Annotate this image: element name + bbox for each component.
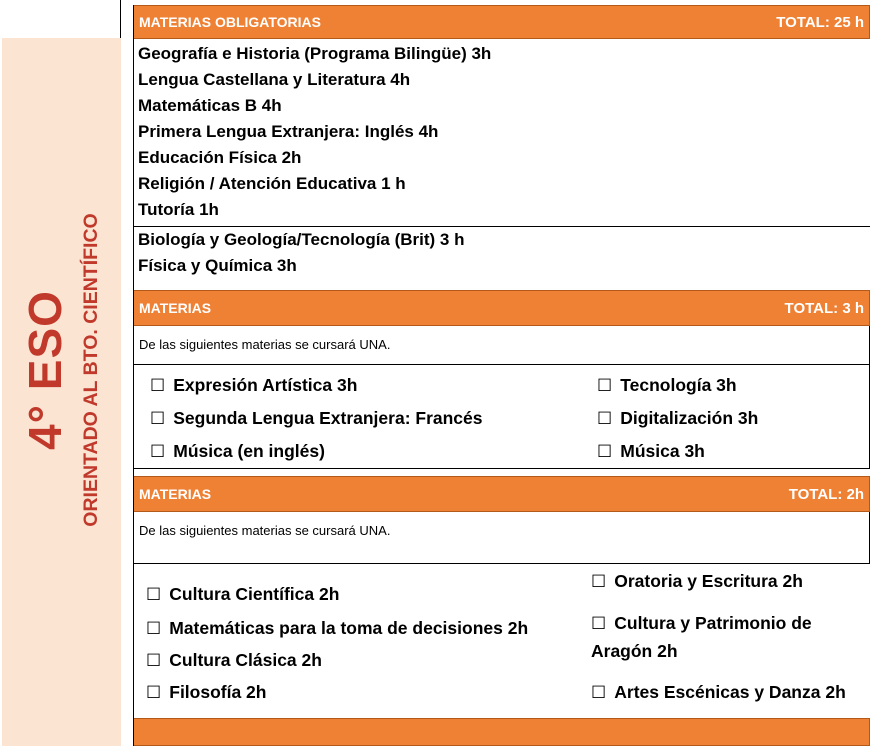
option-item[interactable]: ☐ Matemáticas para la toma de decisiones 2h [146,618,529,639]
option-item[interactable]: ☐ Cultura Científica 2h [146,584,340,605]
option-item[interactable]: ☐ Artes Escénicas y Danza 2h [591,682,846,703]
left-border [133,5,134,746]
section-materias-3h [133,290,870,469]
options-box [133,564,870,718]
sidebar [0,0,121,746]
course-title: 4° ESO [19,290,71,450]
option-item[interactable]: ☐ Cultura Clásica 2h [146,650,322,671]
section-total: TOTAL: 3 h [784,299,864,317]
checkbox-icon[interactable]: ☐ [597,409,613,429]
obligatorias-list [133,39,870,223]
section-header-title: MATERIAS [139,300,212,316]
section-materias-2h [133,476,870,718]
section-total: TOTAL: 25 h [776,13,864,31]
section-note: De las siguientes materias se cursará UNA. [133,326,870,365]
list-item: Religión / Atención Educativa 1 h [138,174,406,193]
checkbox-icon[interactable]: ☐ [591,683,607,703]
checkbox-icon[interactable]: ☐ [597,376,613,396]
checkbox-icon[interactable]: ☐ [146,651,162,671]
option-item[interactable]: ☐ Tecnología 3h [597,375,737,396]
checkbox-icon[interactable]: ☐ [150,376,166,396]
checkbox-icon[interactable]: ☐ [150,409,166,429]
option-item[interactable]: ☐ Oratoria y Escritura 2h [591,571,803,592]
option-item[interactable]: ☐ Segunda Lengua Extranjera: Francés [150,408,483,429]
option-item[interactable]: ☐ Música (en inglés) [150,441,325,462]
section-note: De las siguientes materias se cursará UNA. [133,512,870,564]
option-item[interactable]: ☐ Expresión Artística 3h [150,375,358,396]
list-item: Educación Física 2h [138,148,302,167]
options-box [133,365,870,469]
option-item[interactable]: ☐ Digitalización 3h [597,408,759,429]
checkbox-icon[interactable]: ☐ [150,442,166,462]
section-total: TOTAL: 2h [788,485,864,503]
list-item: Física y Química 3h [138,256,297,275]
list-item: Matemáticas B 4h [138,96,282,115]
checkbox-icon[interactable]: ☐ [591,614,607,634]
checkbox-icon[interactable]: ☐ [146,683,162,703]
footer-bar [133,718,870,746]
section-obligatorias [133,5,870,223]
obligatorias-list-2 [133,227,870,279]
section-header [133,5,870,39]
section-header [133,290,870,326]
list-item: Biología y Geología/Tecnología (Brit) 3 h [138,230,465,249]
checkbox-icon[interactable]: ☐ [591,572,607,592]
list-item: Tutoría 1h [138,200,219,219]
option-item-continuation: Aragón 2h [591,641,678,661]
sidebar-label [17,213,103,526]
section-header [133,476,870,512]
option-item[interactable]: ☐ Filosofía 2h [146,682,267,703]
checkbox-icon[interactable]: ☐ [597,442,613,462]
option-item[interactable]: ☐ Música 3h [597,441,705,462]
checkbox-icon[interactable]: ☐ [146,619,162,639]
list-item: Primera Lengua Extranjera: Inglés 4h [138,122,439,141]
sidebar-top-spacer [0,0,121,38]
list-item: Geografía e Historia (Programa Bilingüe) 3h [138,44,492,63]
option-item[interactable]: ☐ Cultura y Patrimonio de [591,613,812,634]
list-item: Lengua Castellana y Literatura 4h [138,70,411,89]
section-header-title: MATERIAS OBLIGATORIAS [139,14,321,30]
section-header-title: MATERIAS [139,486,212,502]
checkbox-icon[interactable]: ☐ [146,585,162,605]
course-subtitle: ORIENTADO AL BTO. CIENTÍFICO [80,213,102,527]
